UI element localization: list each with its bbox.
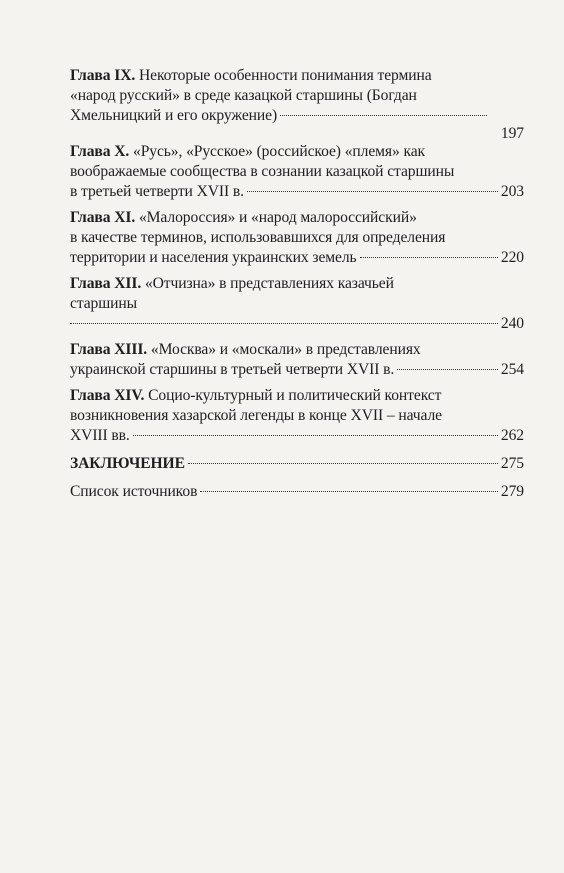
toc-entry-sources[interactable] bbox=[70, 482, 524, 502]
chapter-title-line: «Отчизна» в представлениях казачьей bbox=[144, 275, 394, 292]
chapter-label: Глава XIV. bbox=[70, 387, 145, 404]
chapter-title-line: Социо-культурный и политический контекст bbox=[148, 387, 442, 404]
page-number: 203 bbox=[500, 183, 524, 200]
chapter-title-line: «Русь», «Русское» (российское) «племя» как bbox=[133, 143, 426, 160]
leader-dots bbox=[247, 191, 498, 192]
page-number: 254 bbox=[500, 361, 524, 378]
chapter-label: Глава XI. bbox=[70, 209, 136, 226]
chapter-label: Глава X. bbox=[70, 143, 130, 160]
page-number: 220 bbox=[500, 249, 524, 266]
leader-dots bbox=[397, 369, 498, 370]
page-number: 262 bbox=[500, 427, 524, 444]
toc-entry-chapter-10[interactable] bbox=[70, 142, 524, 202]
leader-dots bbox=[200, 491, 498, 492]
page-number: 197 bbox=[500, 125, 524, 142]
chapter-label: Глава XIII. bbox=[70, 341, 148, 358]
chapter-title-line: территории и населения украинских земель bbox=[70, 249, 357, 266]
chapter-title-line: «народ русский» в среде казацкой старшины (Богдан bbox=[70, 87, 417, 104]
toc-entry-chapter-12[interactable] bbox=[70, 274, 524, 334]
chapter-title-line: в качестве терминов, использовавшихся для определения bbox=[70, 229, 446, 246]
chapter-label: Глава IX. bbox=[70, 67, 136, 84]
toc-entry-chapter-13[interactable] bbox=[70, 340, 524, 380]
chapter-title-line: украинской старшины в третьей четверти XVII в. bbox=[70, 361, 395, 378]
chapter-title-line: «Малороссия» и «народ малороссийский» bbox=[138, 209, 417, 226]
page-number: 240 bbox=[500, 315, 524, 332]
leader-dots bbox=[70, 323, 498, 324]
toc-entry-chapter-9[interactable] bbox=[70, 66, 524, 144]
chapter-title-line: в третьей четверти XVII в. bbox=[70, 183, 244, 200]
chapter-title-line: возникновения хазарской легенды в конце XVII – начале bbox=[70, 407, 442, 424]
table-of-contents bbox=[70, 66, 524, 508]
chapter-title-line: воображаемые сообщества в сознании казацкой старшины bbox=[70, 163, 455, 180]
section-label: Список источников bbox=[70, 483, 198, 500]
chapter-title-line: старшины bbox=[70, 295, 138, 312]
toc-entry-chapter-14[interactable] bbox=[70, 386, 524, 446]
leader-dots bbox=[360, 257, 498, 258]
chapter-title-line: «Москва» и «москали» в представлениях bbox=[150, 341, 421, 358]
page-number: 275 bbox=[500, 455, 524, 472]
leader-dots bbox=[133, 435, 498, 436]
toc-entry-chapter-11[interactable] bbox=[70, 208, 524, 268]
chapter-label: Глава XII. bbox=[70, 275, 142, 292]
chapter-title-line: Хмельницкий и его окружение) bbox=[70, 107, 278, 124]
leader-dots bbox=[188, 463, 498, 464]
page-number: 279 bbox=[500, 483, 524, 500]
toc-entry-conclusion[interactable] bbox=[70, 454, 524, 474]
chapter-title-line: XVIII вв. bbox=[70, 427, 130, 444]
chapter-title-line: Некоторые особенности понимания термина bbox=[138, 67, 432, 84]
leader-dots bbox=[280, 115, 487, 116]
section-label: ЗАКЛЮЧЕНИЕ bbox=[70, 455, 185, 472]
